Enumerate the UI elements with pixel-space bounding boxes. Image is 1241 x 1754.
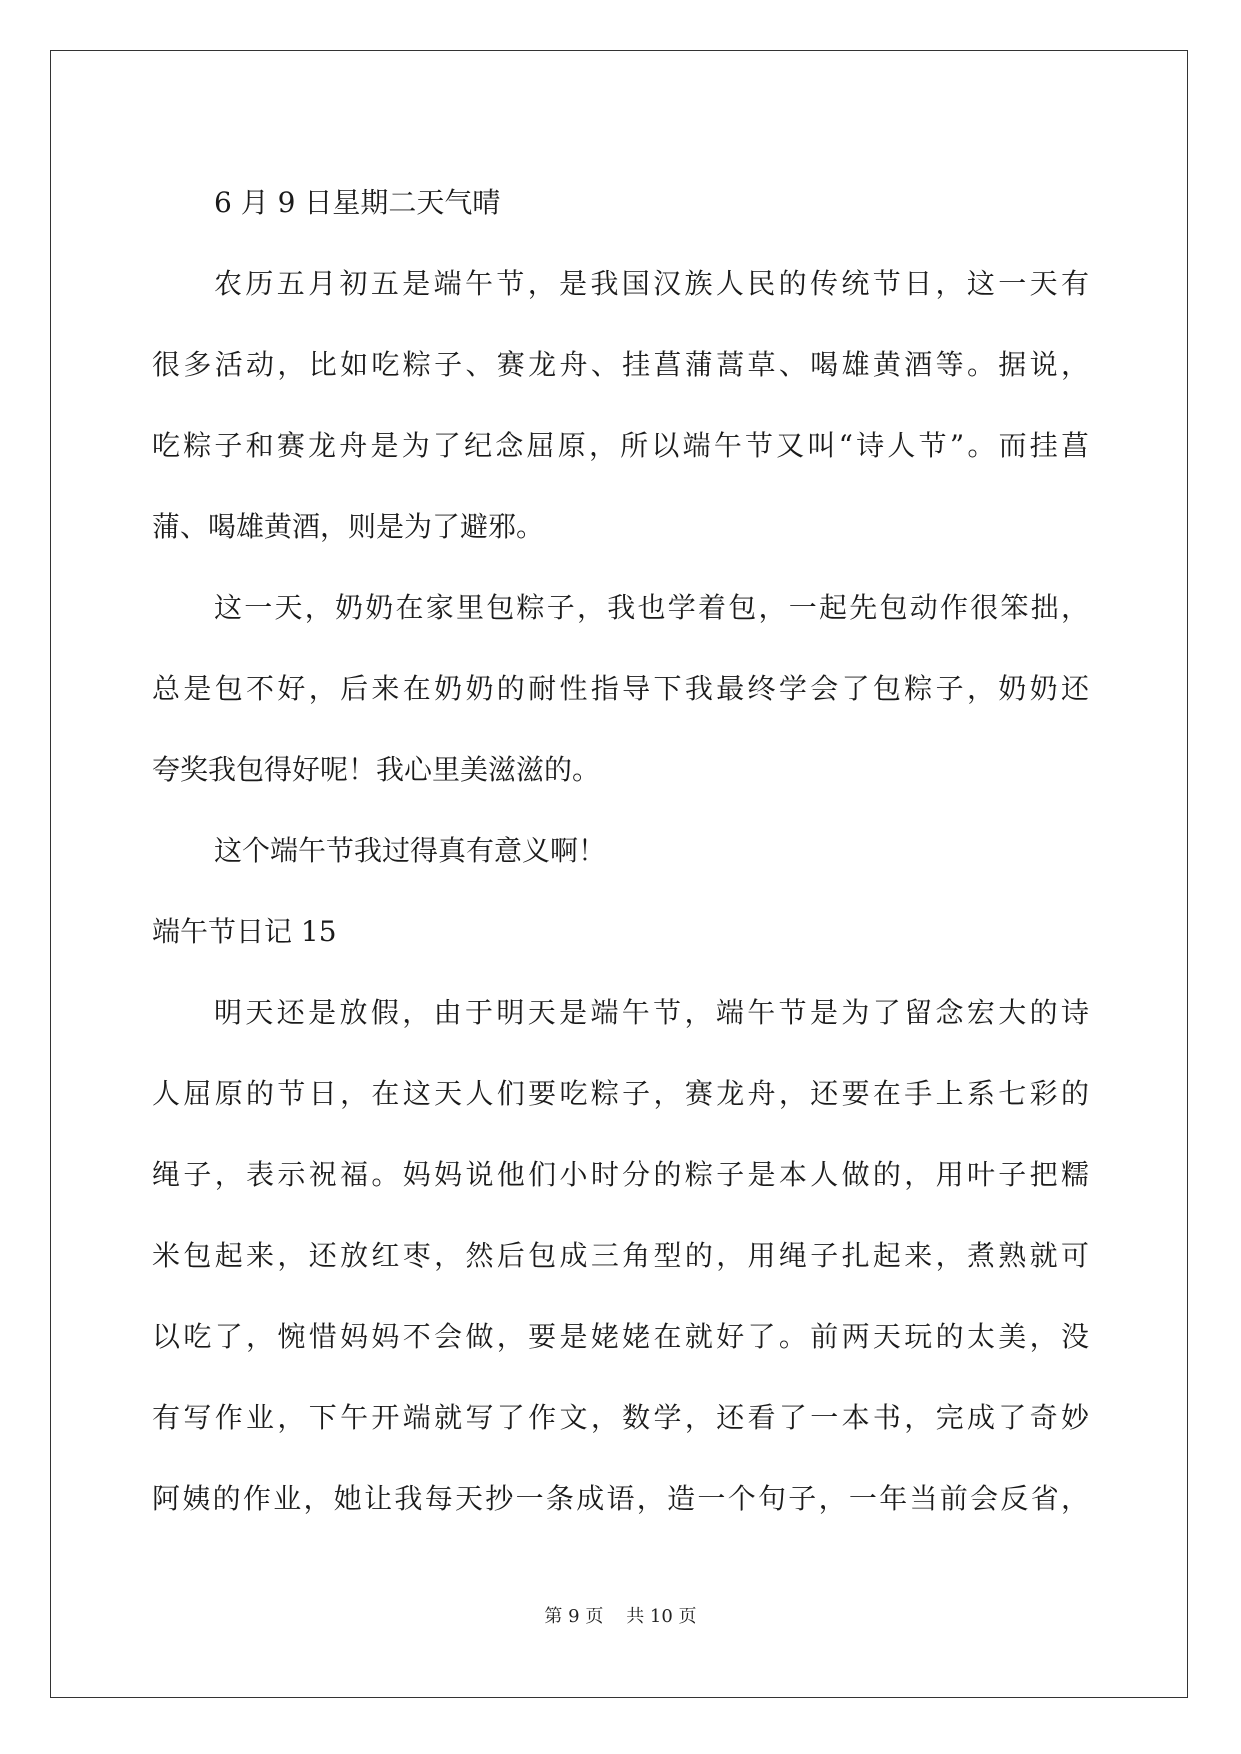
document-body [152,162,1089,1539]
diary-date-line: 6 月 9 日星期二天气晴 [214,186,501,219]
text-line: 这一天，奶奶在家里包粽子，我也学着包，一起先包动作很笨拙， [214,591,1089,624]
text-line: 很多活动，比如吃粽子、赛龙舟、挂菖蒲蒿草、喝雄黄酒等。据说， [152,348,1089,381]
text-line: 总是包不好，后来在奶奶的耐性指导下我最终学会了包粽子，奶奶还 [152,672,1089,705]
text-line: 阿姨的作业，她让我每天抄一条成语，造一个句子，一年当前会反省， [152,1482,1089,1515]
page-footer: 第 9 页 共 10 页 [544,1606,697,1627]
text-line: 有写作业，下午开端就写了作文，数学，还看了一本书，完成了奇妙 [152,1401,1089,1434]
text-line: 以吃了，惋惜妈妈不会做，要是姥姥在就好了。前两天玩的太美，没 [152,1320,1089,1353]
text-line: 农历五月初五是端午节，是我国汉族人民的传统节日，这一天有 [214,267,1089,300]
text-line: 绳子，表示祝福。妈妈说他们小时分的粽子是本人做的，用叶子把糯 [152,1158,1089,1191]
text-line: 夸奖我包得好呢！我心里美滋滋的。 [152,753,601,786]
text-line: 吃粽子和赛龙舟是为了纪念屈原，所以端午节又叫“诗人节”。而挂菖 [152,429,1089,462]
text-line: 蒲、喝雄黄酒，则是为了避邪。 [152,510,545,543]
text-line: 明天还是放假，由于明天是端午节，端午节是为了留念宏大的诗 [214,996,1089,1029]
text-line: 人屈原的节日，在这天人们要吃粽子，赛龙舟，还要在手上系七彩的 [152,1077,1089,1110]
section-title: 端午节日记 15 [152,915,337,948]
text-line: 米包起来，还放红枣，然后包成三角型的，用绳子扎起来，煮熟就可 [152,1239,1089,1272]
text-line: 这个端午节我过得真有意义啊！ [214,834,607,867]
